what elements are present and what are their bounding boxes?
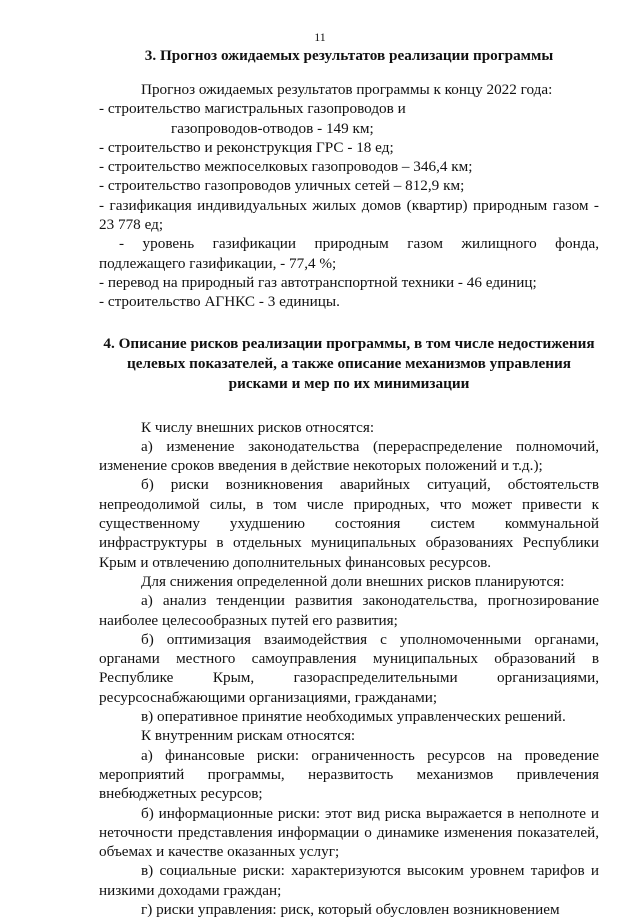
paragraph: б) оптимизация взаимодействия с уполномоченными органами, органами местного самоуправления муниципальных образований в Республике Крым, газораспределительными организациями, ресурсоснабжающими организациями, гражданами; xyxy=(99,630,599,706)
section-4-heading: 4. Описание рисков реализации программы, в том числе недостижения целевых показателей, а также описание механизмов управления рисками и мер по их минимизации xyxy=(103,334,595,392)
section-3-heading: 3. Прогноз ожидаемых результатов реализации программы xyxy=(144,47,554,64)
result-item: - газификация индивидуальных жилых домов (квартир) природным газом - 23 778 ед; xyxy=(99,196,599,234)
page-number: 11 xyxy=(314,30,326,44)
paragraph: К внутренним рискам относятся: xyxy=(141,727,356,745)
paragraph: Для снижения определенной доли внешних рисков планируются: xyxy=(141,572,565,590)
result-item: газопроводов-отводов - 149 км; xyxy=(171,119,374,137)
paragraph: б) информационные риски: этот вид риска выражается в неполноте и неточности представления информации о динамике изменения показателей, объемах и качестве оказанных услуг; xyxy=(99,804,599,861)
paragraph: а) анализ тенденции развития законодательства, прогнозирование наиболее целесообразных путей его развития; xyxy=(99,592,599,629)
paragraph: б) риски возникновения аварийных ситуаций, обстоятельств непреодолимой силы, в том числе природных, что может привести к существенному ухудшению состояния систем коммунальной инфраструктуры в отдельных муниципальных образованиях Республики Крым и отвлечению дополнительных финансовых ресурсов. xyxy=(99,476,599,571)
section-3-intro: Прогноз ожидаемых результатов программы к концу 2022 года: xyxy=(141,81,553,98)
paragraph: в) оперативное принятие необходимых управленческих решений. xyxy=(141,708,566,726)
result-item: - строительство магистральных газопроводов и xyxy=(99,100,406,118)
result-item: - перевод на природный газ автотранспортной техники - 46 единиц; xyxy=(99,273,537,291)
paragraph: а) изменение законодательства (перераспределение полномочий, изменение сроков введения в действие некоторых положений и т.д.); xyxy=(99,437,599,475)
result-item: - строительство межпоселковых газопроводов – 346,4 км; xyxy=(99,158,473,176)
paragraph: г) риски управления: риск, который обусловлен возникновением xyxy=(141,900,560,918)
document-body xyxy=(99,46,599,919)
result-item: - строительство и реконструкция ГРС - 18 ед; xyxy=(99,138,394,156)
paragraph: К числу внешних рисков относятся: xyxy=(141,418,375,436)
result-item: - строительство газопроводов уличных сетей – 812,9 км; xyxy=(99,177,465,195)
result-item: - строительство АГНКС - 3 единицы. xyxy=(99,293,340,311)
paragraph: а) финансовые риски: ограниченность ресурсов на проведение мероприятий программы, неразвитость механизмов привлечения внебюджетных ресурсов; xyxy=(99,746,599,803)
result-item: - уровень газификации природным газом жилищного фонда, подлежащего газификации, - 77,4 %; xyxy=(99,235,599,272)
paragraph: в) социальные риски: характеризуются высоким уровнем тарифов и низкими доходами граждан; xyxy=(99,862,599,899)
